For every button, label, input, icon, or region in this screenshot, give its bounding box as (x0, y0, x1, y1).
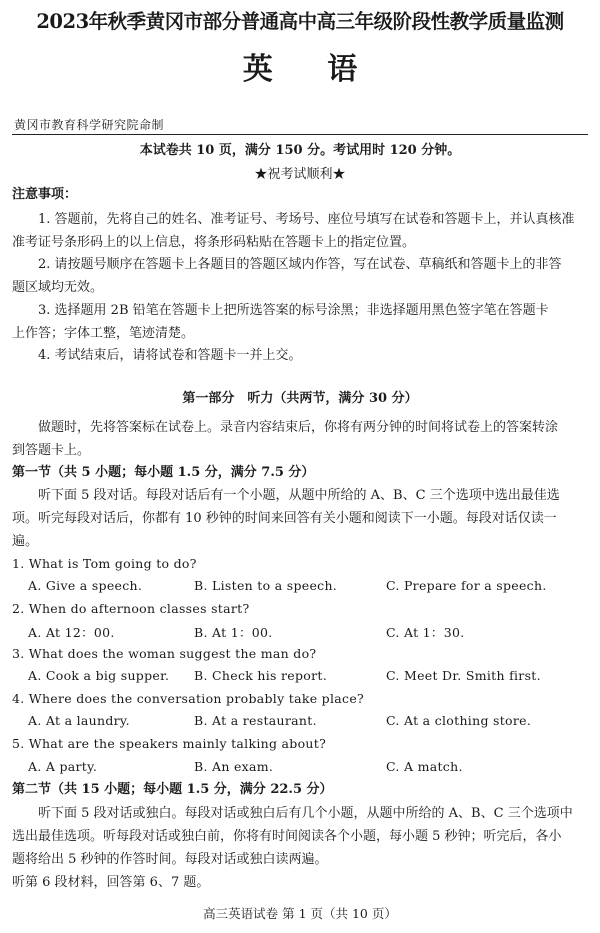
question-5-stem: 5. What are the speakers mainly talking about? (12, 736, 327, 751)
notice-item-1-line-1: 1. 答题前，先将自己的姓名、准考证号、考场号、座位号填写在试卷和答题卡上，并认真核准 (38, 212, 575, 227)
part1-instructions-line-2: 到答题卡上。 (12, 443, 91, 458)
section2-title: 第二节（共 15 小题；每小题 1.5 分，满分 22.5 分） (12, 782, 333, 797)
question-1-option-a: A. Give a speech. (28, 578, 143, 593)
notice-item-2-line-2: 题区域均无效。 (12, 280, 104, 295)
page-footer: 高三英语试卷 第 1 页（共 10 页） (203, 906, 397, 921)
question-4-stem: 4. Where does the conversation probably take place? (12, 691, 365, 706)
section1-instructions-line-1: 听下面 5 段对话。每段对话后有一个小题，从题中所给的 A、B、C 三个选项中选出最佳选 (38, 488, 560, 503)
question-3-stem: 3. What does the woman suggest the man do? (12, 646, 317, 661)
part1-title: 第一部分 听力（共两节，满分 30 分） (182, 391, 418, 406)
question-3-option-c: C. Meet Dr. Smith first. (386, 668, 541, 683)
notice-item-1-line-2: 准考证号条形码上的以上信息，将条形码粘贴在答题卡上的指定位置。 (12, 235, 416, 250)
notice-item-4: 4. 考试结束后，请将试卷和答题卡一并上交。 (38, 348, 302, 363)
notice-item-3-line-2: 上作答；字体工整，笔迹清楚。 (12, 326, 195, 341)
question-2-stem: 2. When do afternoon classes start? (12, 601, 250, 616)
publisher: 黄冈市教育科学研究院命制 (14, 118, 165, 132)
question-2-option-b: B. At 1：00. (194, 625, 273, 640)
section1-instructions-line-2: 项。听完每段对话后，你都有 10 秒钟的时间来回答有关小题和阅读下一小题。每段对话仅读一 (12, 511, 557, 526)
question-1-option-c: C. Prepare for a speech. (386, 578, 547, 593)
notice-item-2-line-1: 2. 请按题号顺序在答题卡上各题目的答题区域内作答，写在试卷、草稿纸和答题卡上的非答 (38, 257, 562, 272)
exam-info: 本试卷共 10 页，满分 150 分。考试用时 120 分钟。 (139, 143, 461, 158)
blessing: ★祝考试顺利★ (254, 167, 346, 182)
question-1-stem: 1. What is Tom going to do? (12, 556, 197, 571)
part1-instructions-line-1: 做题时，先将答案标在试卷上。录音内容结束后，你将有两分钟的时间将试卷上的答案转涂 (38, 420, 559, 435)
section2-instructions-line-3: 题将给出 5 秒钟的作答时间。每段对话或独白读两遍。 (12, 852, 328, 867)
question-3-option-b: B. Check his report. (194, 668, 328, 683)
material-note: 听第 6 段材料，回答第 6、7 题。 (12, 875, 210, 890)
section2-instructions-line-2: 选出最佳选项。听每段对话或独白前，你将有时间阅读各个小题，每小题 5 秒钟；听完后，各小 (12, 829, 562, 844)
section2-instructions-line-1: 听下面 5 段对话或独白。每段对话或独白后有几个小题，从题中所给的 A、B、C 三个选项中 (38, 806, 573, 821)
header-divider (12, 134, 588, 135)
subject-title: 英 语 (242, 52, 380, 87)
section1-title: 第一节（共 5 小题；每小题 1.5 分，满分 7.5 分） (12, 465, 315, 480)
notice-heading: 注意事项： (12, 187, 78, 202)
question-4-option-b: B. At a restaurant. (194, 713, 317, 728)
question-2-option-c: C. At 1：30. (386, 625, 465, 640)
exam-title: 2023年秋季黄冈市部分普通高中高三年级阶段性教学质量监测 (36, 10, 564, 33)
question-4-option-a: A. At a laundry. (28, 713, 130, 728)
question-3-option-a: A. Cook a big supper. (28, 668, 170, 683)
question-2-option-a: A. At 12：00. (28, 625, 115, 640)
question-5-option-c: C. A match. (386, 759, 463, 774)
question-1-option-b: B. Listen to a speech. (194, 578, 338, 593)
question-5-option-a: A. A party. (28, 759, 98, 774)
question-5-option-b: B. An exam. (194, 759, 274, 774)
question-4-option-c: C. At a clothing store. (386, 713, 532, 728)
section1-instructions-line-3: 遍。 (12, 534, 39, 549)
notice-item-3-line-1: 3. 选择题用 2B 铅笔在答题卡上把所选答案的标号涂黑；非选择题用黑色签字笔在答题卡 (38, 303, 549, 318)
